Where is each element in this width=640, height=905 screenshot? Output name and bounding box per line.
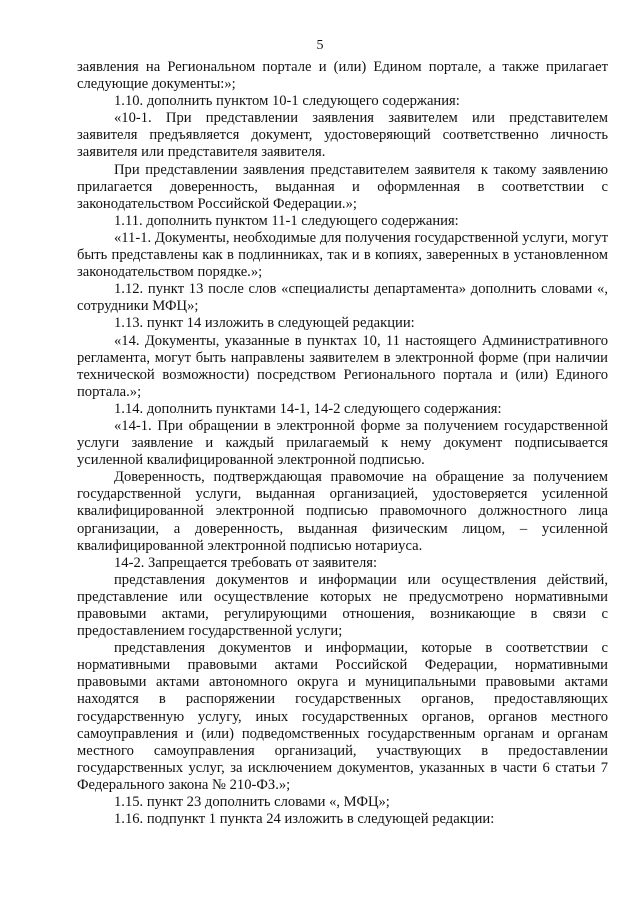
paragraph: 1.15. пункт 23 дополнить словами «, МФЦ»; — [114, 794, 390, 811]
paragraph: 1.14. дополнить пунктами 14-1, 14-2 следующего содержания: — [114, 400, 502, 417]
paragraph: «14-1. При обращении в электронной форме за получением государственной услуги заявление и каждый прилагаемый к нему документ подписывается усиленной квалифицированной электронной подписью. — [77, 417, 608, 469]
paragraph: «11-1. Документы, необходимые для получения государственной услуги, могут быть представлены как в подлинниках, так и в копиях, заверенных в установленном законодательством порядке.»; — [77, 229, 608, 281]
paragraph: 1.16. подпункт 1 пункта 24 изложить в следующей редакции: — [114, 811, 495, 828]
paragraph: Доверенность, подтверждающая правомочие на обращение за получением государственной услуги, выданная организацией, удостоверяется усиленной квалифицированной электронной подписью правомочного должностного лица организации, а доверенность, выданная физическим лицом, – усиленной квалифицированной электронной подписью нотариуса. — [77, 469, 608, 554]
paragraph: представления документов и информации или осуществления действий, представление или осуществление которых не предусмотрено нормативными правовыми актами, регулирующими отношения, возникающие в связи с предоставлением государственной услуги; — [77, 571, 608, 640]
paragraph: «14. Документы, указанные в пунктах 10, 11 настоящего Административного регламента, могут быть направлены заявителем в электронной форме (при наличии технической возможности) посредством Регионального портала и (или) Единого портала.»; — [77, 332, 608, 400]
paragraph: представления документов и информации, которые в соответствии с нормативными правовыми актами Российской Федерации, нормативными правовыми актами автономного округа и муниципальными правовыми актами находятся в распоряжении государственных органов, предоставляющих государственную услугу, иных государственных органов, органов местного самоуправления и (или) подведомственных государственным органам и органам местного самоуправления организаций, участвующих в предоставлении государственных услуг, за исключением документов, указанных в части 6 статьи 7 Федерального закона № 210-ФЗ.»; — [77, 640, 608, 793]
paragraph: 1.12. пункт 13 после слов «специалисты департамента» дополнить словами «, сотрудники МФЦ»; — [77, 281, 608, 315]
document-body — [77, 59, 608, 828]
paragraph: «10-1. При представлении заявления заявителем или представителем заявителя предъявляется документ, удостоверяющий соответственно личность заявителя или представителя заявителя. — [77, 110, 608, 161]
paragraph: 14-2. Запрещается требовать от заявителя: — [114, 554, 378, 571]
paragraph: заявления на Региональном портале и (или) Едином портале, а также прилагает следующие документы:»; — [77, 59, 608, 93]
page-number: 5 — [316, 38, 324, 53]
paragraph: При представлении заявления представителем заявителя к такому заявлению прилагается доверенность, выданная и оформленная в соответствии с законодательством Российской Федерации.»; — [77, 161, 608, 212]
paragraph: 1.13. пункт 14 изложить в следующей редакции: — [114, 315, 415, 332]
paragraph: 1.10. дополнить пунктом 10-1 следующего содержания: — [114, 93, 460, 110]
paragraph: 1.11. дополнить пунктом 11-1 следующего содержания: — [114, 212, 459, 229]
